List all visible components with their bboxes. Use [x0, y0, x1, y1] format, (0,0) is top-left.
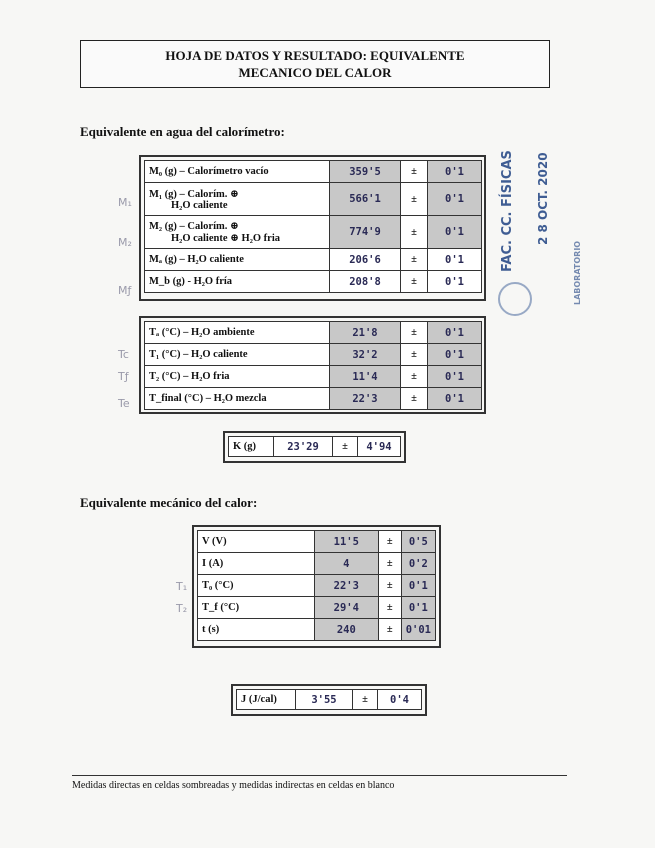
mass-value: 774'9 — [330, 216, 401, 249]
title-box — [80, 40, 550, 88]
footer-note: Medidas directas en celdas sombreadas y medidas indirectas en celdas en blanco — [72, 780, 395, 791]
plus-minus: ± — [401, 366, 428, 388]
temp-error: 0'1 — [428, 322, 482, 344]
mass-label-line2: H₂O caliente ⊕ H₂O fria — [171, 233, 280, 244]
temp-value: 22'3 — [330, 388, 401, 410]
table-row — [145, 271, 482, 293]
plus-minus: ± — [378, 619, 401, 641]
temp-value: 11'4 — [330, 366, 401, 388]
mech-value: 240 — [314, 619, 378, 641]
footer-rule — [72, 775, 567, 776]
plus-minus: ± — [401, 249, 428, 271]
k-table — [228, 436, 401, 457]
mech-value: 22'3 — [314, 575, 378, 597]
plus-minus: ± — [378, 553, 401, 575]
plus-minus: ± — [401, 344, 428, 366]
masses-table — [144, 160, 482, 293]
k-label: K (g) — [229, 437, 274, 457]
j-value: 3'55 — [296, 690, 353, 710]
plus-minus: ± — [333, 437, 358, 457]
table-row — [198, 553, 436, 575]
margin-note-m1: M₁ — [118, 196, 132, 209]
table-row — [198, 575, 436, 597]
mech-label: V (V) — [198, 531, 315, 553]
stamp-faculty: FAC. CC. FÍSICAS — [500, 150, 515, 272]
temp-value: 32'2 — [330, 344, 401, 366]
mass-value: 208'8 — [330, 271, 401, 293]
stamp-lab: LABORATORIO — [573, 240, 582, 305]
plus-minus: ± — [401, 216, 428, 249]
table-row — [145, 366, 482, 388]
mech-value: 4 — [314, 553, 378, 575]
mass-error: 0'1 — [428, 249, 482, 271]
plus-minus: ± — [401, 322, 428, 344]
mass-label — [145, 216, 330, 249]
mass-value: 566'1 — [330, 183, 401, 216]
table-row — [145, 183, 482, 216]
table-row — [145, 249, 482, 271]
table-row — [145, 161, 482, 183]
k-value: 23'29 — [274, 437, 333, 457]
margin-note-t2: T₂ — [176, 602, 188, 615]
mass-error: 0'1 — [428, 271, 482, 293]
mass-label: M_b (g) - H₂O fría — [145, 271, 330, 293]
section1-heading: Equivalente en agua del calorímetro: — [80, 124, 285, 139]
mech-value: 29'4 — [314, 597, 378, 619]
mass-label-line2: H₂O caliente — [171, 199, 228, 211]
plus-minus: ± — [378, 531, 401, 553]
table-row — [145, 322, 482, 344]
mech-error: 0'2 — [401, 553, 435, 575]
plus-minus: ± — [401, 388, 428, 410]
temp-label: T₂ (°C) – H₂O fria — [145, 366, 330, 388]
stamp-date: 2 8 OCT. 2020 — [536, 152, 550, 245]
plus-minus: ± — [353, 690, 378, 710]
temp-error: 0'1 — [428, 366, 482, 388]
mass-label — [145, 183, 330, 216]
table-row — [145, 216, 482, 249]
title-line-1: HOJA DE DATOS Y RESULTADO: EQUIVALENTE — [165, 48, 465, 63]
mass-value: 359'5 — [330, 161, 401, 183]
mass-label: M₀ (g) – Calorímetro vacío — [145, 161, 330, 183]
temp-label: Tₐ (°C) – H₂O ambiente — [145, 322, 330, 344]
plus-minus: ± — [401, 183, 428, 216]
table-row — [198, 597, 436, 619]
mass-label-line1: M₁ (g) – Calorím. ⊕ — [149, 188, 239, 200]
margin-note-tf: Tƒ — [118, 370, 129, 383]
mass-error: 0'1 — [428, 216, 482, 249]
margin-note-tc: Tc — [118, 348, 129, 361]
table-row — [198, 531, 436, 553]
temp-error: 0'1 — [428, 344, 482, 366]
mass-error: 0'1 — [428, 183, 482, 216]
margin-note-mf: Mƒ — [118, 284, 132, 297]
mech-label: I (A) — [198, 553, 315, 575]
mech-error: 0'1 — [401, 575, 435, 597]
table-row — [237, 690, 422, 710]
margin-note-m2: M₂ — [118, 236, 132, 249]
table-row — [229, 437, 401, 457]
temp-label: T_final (°C) – H₂O mezcla — [145, 388, 330, 410]
plus-minus: ± — [378, 597, 401, 619]
margin-note-t1: T₁ — [176, 580, 188, 593]
mech-label: T₀ (°C) — [198, 575, 315, 597]
plus-minus: ± — [401, 161, 428, 183]
mech-label: T_f (°C) — [198, 597, 315, 619]
temp-error: 0'1 — [428, 388, 482, 410]
table-row — [198, 619, 436, 641]
table-row — [145, 388, 482, 410]
plus-minus: ± — [401, 271, 428, 293]
temp-label: T₁ (°C) – H₂O caliente — [145, 344, 330, 366]
mech-table — [197, 530, 436, 641]
k-error: 4'94 — [358, 437, 401, 457]
seal-icon — [498, 282, 532, 316]
mass-label: Mₐ (g) – H₂O caliente — [145, 249, 330, 271]
mech-label: t (s) — [198, 619, 315, 641]
mech-error: 0'1 — [401, 597, 435, 619]
j-label: J (J/cal) — [237, 690, 296, 710]
plus-minus: ± — [378, 575, 401, 597]
mech-value: 11'5 — [314, 531, 378, 553]
temp-value: 21'8 — [330, 322, 401, 344]
mass-value: 206'6 — [330, 249, 401, 271]
table-row — [145, 344, 482, 366]
title-line-2: MECANICO DEL CALOR — [238, 65, 392, 80]
mech-error: 0'01 — [401, 619, 435, 641]
mech-error: 0'5 — [401, 531, 435, 553]
mass-label-line1: M₂ (g) – Calorím. ⊕ — [149, 221, 239, 232]
j-error: 0'4 — [378, 690, 422, 710]
mass-error: 0'1 — [428, 161, 482, 183]
margin-note-te: Te — [118, 397, 130, 410]
j-table — [236, 689, 422, 710]
temps-table — [144, 321, 482, 410]
section2-heading: Equivalente mecánico del calor: — [80, 495, 258, 510]
